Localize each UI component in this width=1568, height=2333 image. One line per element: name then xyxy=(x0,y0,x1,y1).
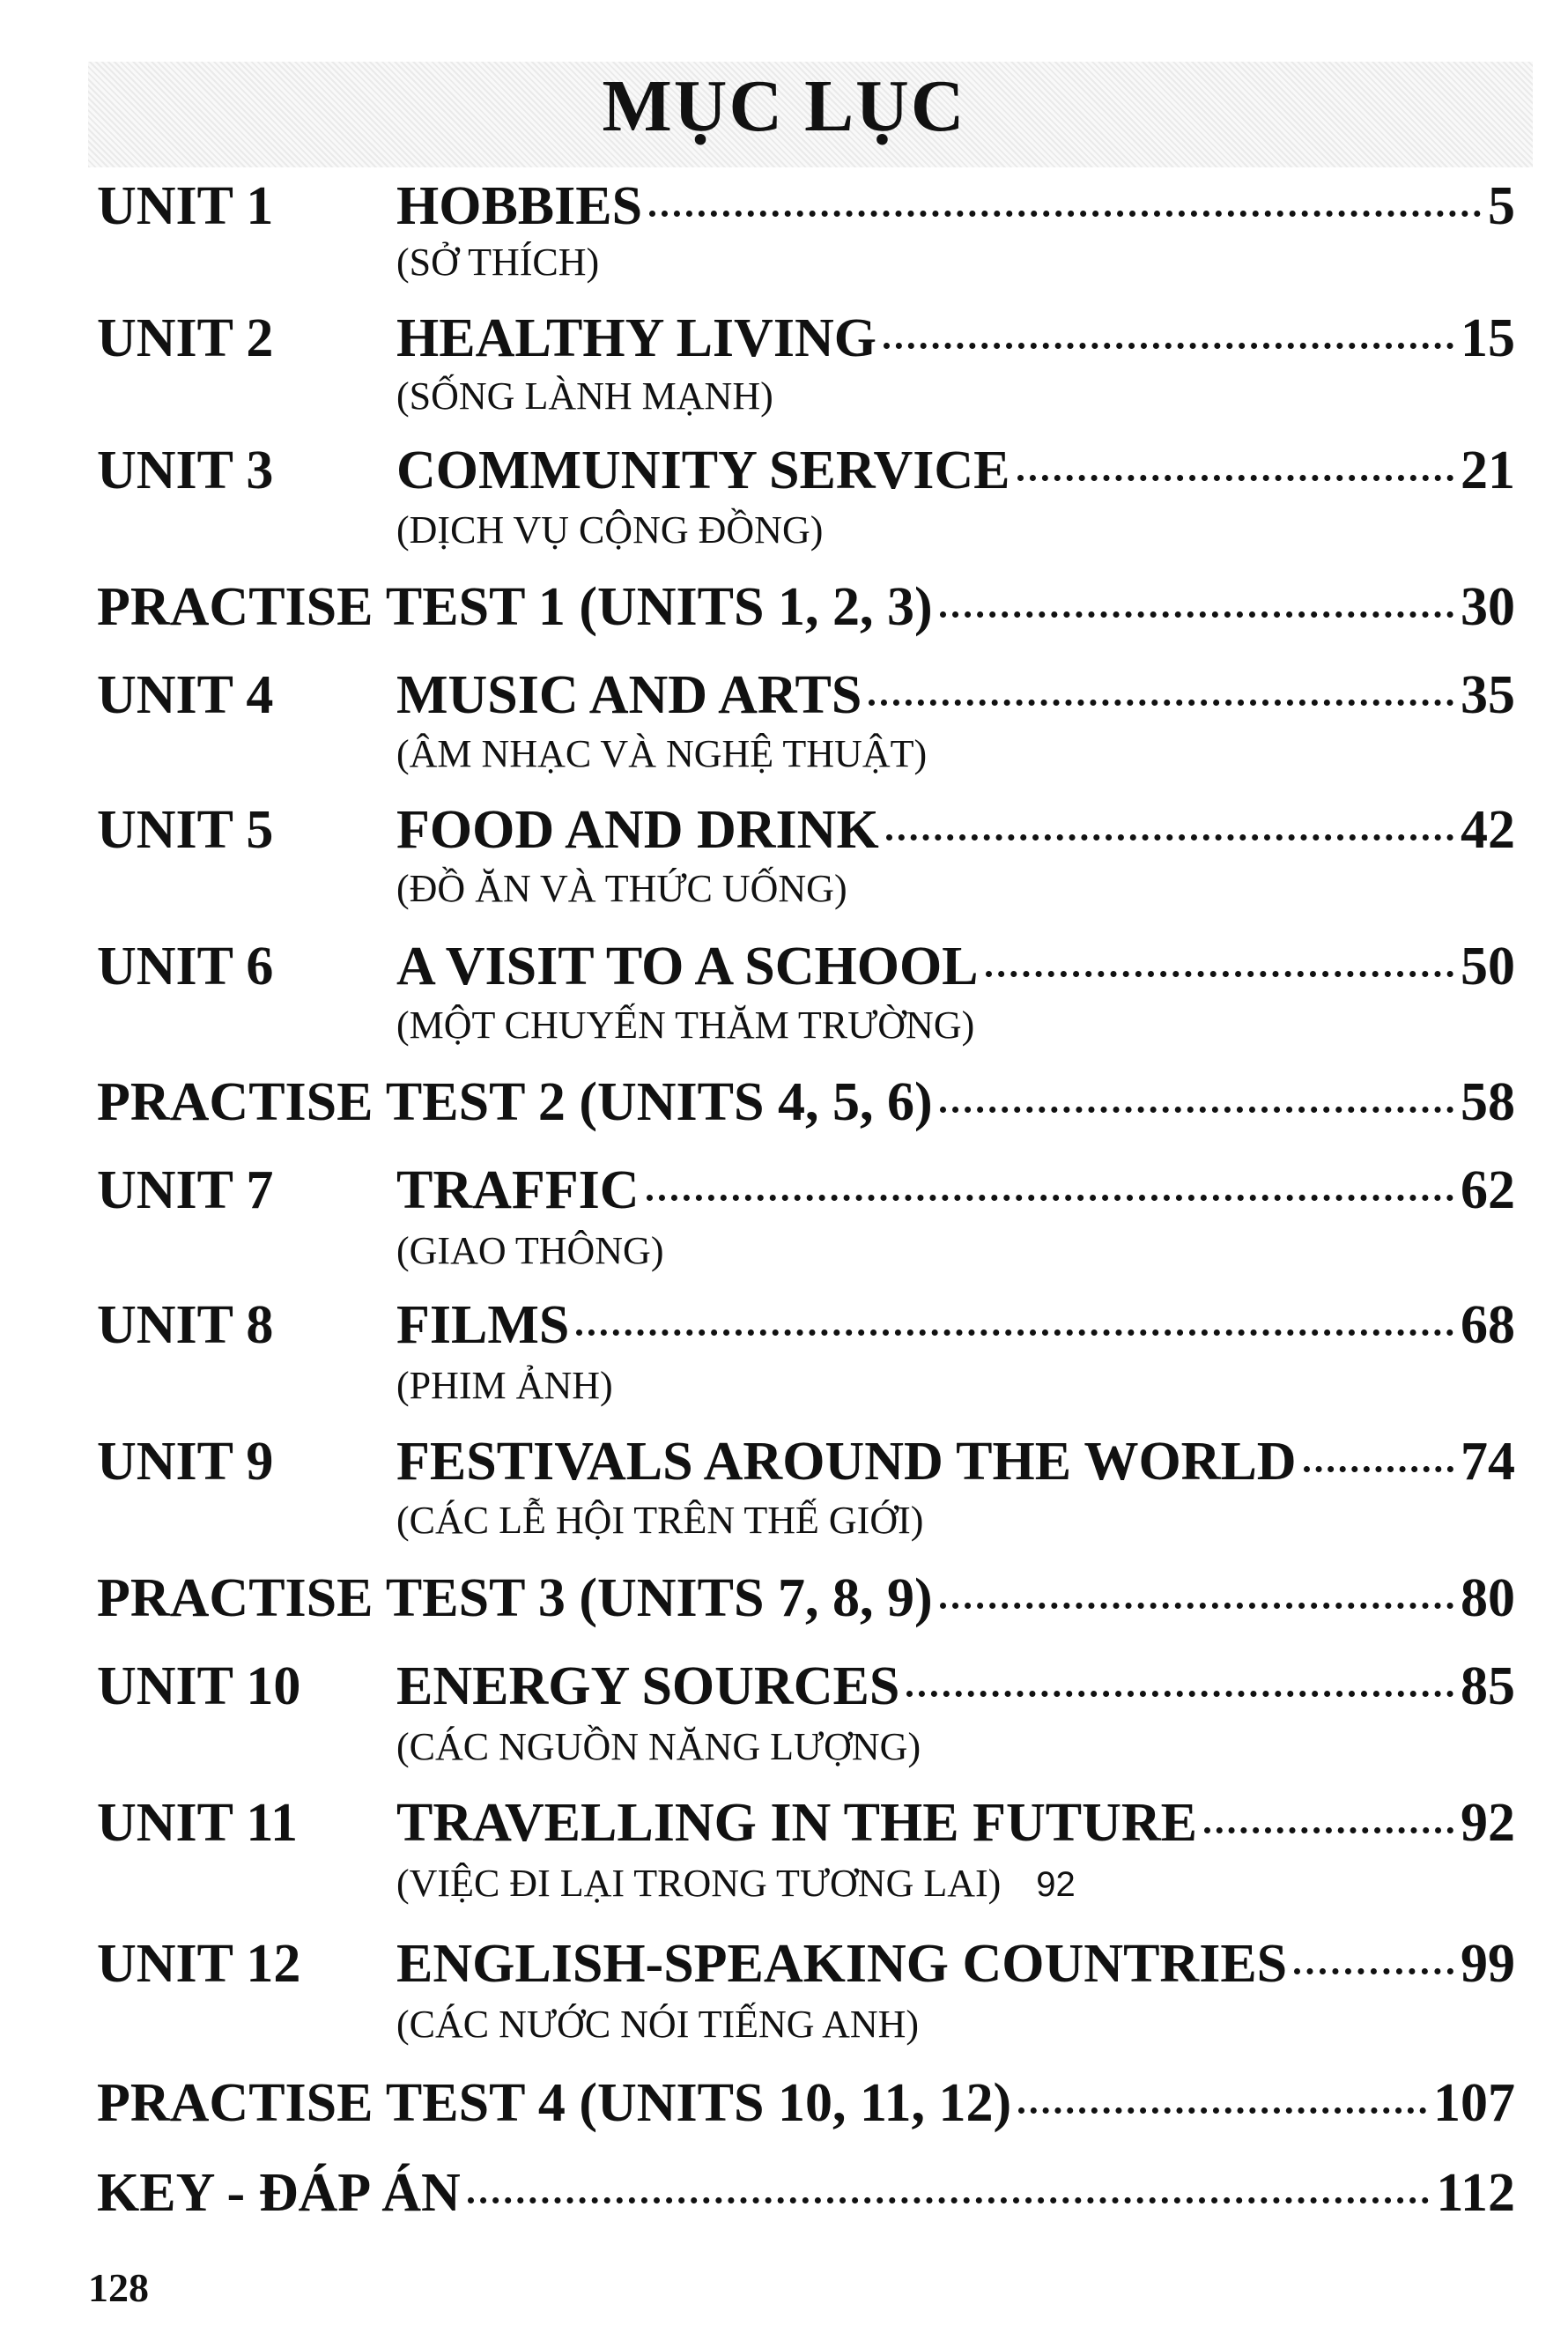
page-ref: 30 xyxy=(1461,577,1515,637)
page-ref: 15 xyxy=(1461,308,1515,368)
toc-entry-unit-12[interactable] xyxy=(0,1925,1568,1996)
page-ref: 35 xyxy=(1461,665,1515,725)
dot-leader xyxy=(886,834,1453,841)
unit-topic: HEALTHY LIVING xyxy=(396,308,876,368)
toc-entry-unit-6[interactable] xyxy=(0,928,1568,998)
unit-subtitle: (ÂM NHẠC VÀ NGHỆ THUẬT) xyxy=(396,732,928,775)
dot-leader xyxy=(869,700,1453,706)
page-number: 128 xyxy=(88,2265,149,2310)
dot-leader xyxy=(1018,2107,1426,2114)
toc-entry-unit-4[interactable] xyxy=(0,656,1568,727)
page-ref: 50 xyxy=(1461,937,1515,996)
page-ref: 62 xyxy=(1461,1160,1515,1220)
unit-label: UNIT 9 xyxy=(97,1432,274,1492)
dot-leader xyxy=(940,611,1453,618)
page-ref: 42 xyxy=(1461,800,1515,860)
unit-subtitle: (CÁC NGUỒN NĂNG LƯỢNG) xyxy=(396,1725,921,1768)
page-ref: 5 xyxy=(1488,176,1515,236)
unit-label: UNIT 6 xyxy=(97,937,274,996)
page-ref: 58 xyxy=(1461,1072,1515,1132)
unit-label: UNIT 3 xyxy=(97,441,274,500)
dot-leader xyxy=(1017,475,1453,481)
unit-subtitle: (MỘT CHUYẾN THĂM TRƯỜNG) xyxy=(396,1004,975,1047)
unit-subtitle: (PHIM ẢNH) xyxy=(396,1364,613,1407)
toc-entry-unit-11[interactable] xyxy=(0,1784,1568,1855)
unit-subtitle: (ĐỒ ĂN VÀ THỨC UỐNG) xyxy=(396,867,847,910)
toc-entry-unit-9[interactable] xyxy=(0,1423,1568,1493)
unit-subtitle: (DỊCH VỤ CỘNG ĐỒNG) xyxy=(396,508,824,552)
page-ref: 85 xyxy=(1461,1656,1515,1716)
unit-topic: COMMUNITY SERVICE xyxy=(396,441,1010,500)
subtitle-note: 92 xyxy=(1036,1865,1076,1904)
page-title: MỤC LỤC xyxy=(602,65,966,147)
unit-topic: MUSIC AND ARTS xyxy=(396,665,862,725)
page-ref: 21 xyxy=(1461,441,1515,500)
unit-topic: TRAFFIC xyxy=(396,1160,640,1220)
page-ref: 74 xyxy=(1461,1432,1515,1492)
toc-entry-test-2[interactable] xyxy=(0,1063,1568,1134)
page-ref: 68 xyxy=(1461,1295,1515,1355)
toc-entry-unit-1[interactable] xyxy=(0,167,1568,238)
dot-leader xyxy=(986,971,1453,977)
unit-label: UNIT 1 xyxy=(97,176,274,236)
dot-leader xyxy=(1304,1466,1453,1472)
unit-label: UNIT 7 xyxy=(97,1160,274,1220)
dot-leader xyxy=(576,1329,1453,1336)
unit-subtitle: (CÁC LỄ HỘI TRÊN THẾ GIỚI) xyxy=(396,1499,924,1542)
test-title: PRACTISE TEST 2 (UNITS 4, 5, 6) xyxy=(97,1072,933,1132)
toc-entry-unit-2[interactable] xyxy=(0,300,1568,370)
dot-leader xyxy=(1204,1827,1453,1833)
dot-leader xyxy=(649,211,1481,217)
unit-subtitle: (GIAO THÔNG) xyxy=(396,1229,664,1272)
key-title: KEY - ĐÁP ÁN xyxy=(97,2163,461,2223)
test-title: PRACTISE TEST 3 (UNITS 7, 8, 9) xyxy=(97,1568,933,1628)
page-ref: 112 xyxy=(1436,2163,1515,2223)
unit-label: UNIT 5 xyxy=(97,800,274,860)
unit-topic: ENERGY SOURCES xyxy=(396,1656,900,1716)
toc-entry-test-3[interactable] xyxy=(0,1559,1568,1630)
dot-leader xyxy=(906,1691,1453,1697)
unit-subtitle: (SỐNG LÀNH MẠNH) xyxy=(396,374,773,418)
unit-subtitle: (VIỆC ĐI LẠI TRONG TƯƠNG LAI) xyxy=(396,1862,1002,1905)
page-ref: 92 xyxy=(1461,1793,1515,1853)
toc-entry-unit-5[interactable] xyxy=(0,791,1568,862)
dot-leader xyxy=(1294,1968,1453,1974)
unit-label: UNIT 8 xyxy=(97,1295,274,1355)
unit-topic: FOOD AND DRINK xyxy=(396,800,879,860)
unit-label: UNIT 10 xyxy=(97,1656,301,1716)
toc-entry-test-4[interactable] xyxy=(0,2064,1568,2135)
unit-subtitle-line xyxy=(396,1861,1076,1906)
test-title: PRACTISE TEST 1 (UNITS 1, 2, 3) xyxy=(97,577,933,637)
unit-label: UNIT 4 xyxy=(97,665,274,725)
unit-label: UNIT 2 xyxy=(97,308,274,368)
unit-label: UNIT 12 xyxy=(97,1934,301,1994)
dot-leader xyxy=(884,343,1453,349)
toc-entry-test-1[interactable] xyxy=(0,568,1568,639)
unit-topic: HOBBIES xyxy=(396,176,643,236)
page-ref: 99 xyxy=(1461,1934,1515,1994)
unit-label: UNIT 11 xyxy=(97,1793,298,1853)
unit-topic: FILMS xyxy=(396,1295,570,1355)
unit-subtitle: (CÁC NƯỚC NÓI TIẾNG ANH) xyxy=(396,2003,920,2046)
toc-entry-unit-3[interactable] xyxy=(0,432,1568,502)
unit-topic: A VISIT TO A SCHOOL xyxy=(396,937,979,996)
unit-topic: FESTIVALS AROUND THE WORLD xyxy=(396,1432,1297,1492)
unit-topic: ENGLISH-SPEAKING COUNTRIES xyxy=(396,1934,1288,1994)
toc-entry-unit-8[interactable] xyxy=(0,1286,1568,1357)
dot-leader xyxy=(940,1107,1453,1113)
dot-leader xyxy=(468,2197,1430,2203)
dot-leader xyxy=(940,1603,1453,1609)
toc-entry-unit-7[interactable] xyxy=(0,1152,1568,1222)
page-ref: 107 xyxy=(1433,2073,1515,2133)
test-title: PRACTISE TEST 4 (UNITS 10, 11, 12) xyxy=(97,2073,1012,2133)
unit-topic: TRAVELLING IN THE FUTURE xyxy=(396,1793,1197,1853)
dot-leader xyxy=(647,1195,1453,1201)
unit-subtitle: (SỞ THÍCH) xyxy=(396,241,600,284)
toc-entry-unit-10[interactable] xyxy=(0,1648,1568,1718)
toc-entry-key[interactable] xyxy=(0,2154,1568,2225)
page-ref: 80 xyxy=(1461,1568,1515,1628)
